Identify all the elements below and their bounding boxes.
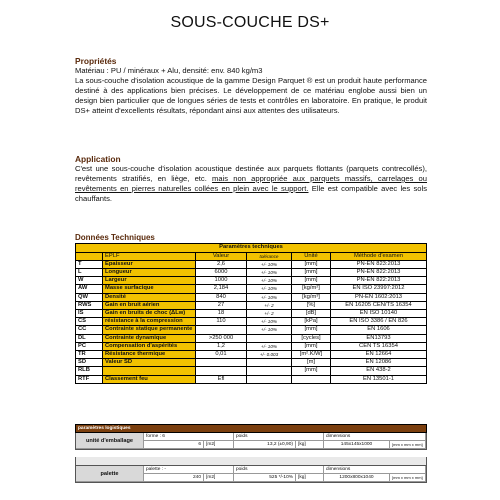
cell-desc: Gain en bruit aérien xyxy=(103,301,196,309)
cell-tol: +/- 10% xyxy=(247,277,292,285)
cell-unit: [cycles] xyxy=(292,334,331,342)
cell-sym: RWS xyxy=(76,301,103,309)
header-desc: EPLF xyxy=(103,252,196,260)
cell-val: >250 000 xyxy=(196,334,247,342)
cell-sym: QW xyxy=(76,293,103,301)
cell-sym: TR xyxy=(76,350,103,358)
unit-dim-label: dimensions xyxy=(324,433,426,441)
table-row xyxy=(76,285,427,293)
cell-sym: CS xyxy=(76,318,103,326)
unit-value-row xyxy=(144,441,426,449)
cell-meth: CEN TS 16354 xyxy=(331,342,427,350)
table-title: Paramètres techniques xyxy=(76,244,427,253)
cell-unit xyxy=(292,375,331,383)
application-text-a: C'est une sous-couche d'isolation acoustique destinée aux parquets flottants (parquets contrecollés), revêtements stratifiés, en liège, etc. xyxy=(75,164,427,183)
cell-unit: [mm] xyxy=(292,277,331,285)
application-heading: Application xyxy=(75,154,121,164)
cell-meth: PN-EN 823:2013 xyxy=(331,260,427,268)
cell-meth: EN 1606 xyxy=(331,326,427,334)
cell-unit: [mm] xyxy=(292,342,331,350)
cell-sym: T xyxy=(76,260,103,268)
cell-sym: IS xyxy=(76,309,103,317)
cell-unit: [mm] xyxy=(292,326,331,334)
cell-tol: +/- 0.003 xyxy=(247,350,292,358)
cell-meth: EN 16205 CEN/TS 16354 xyxy=(331,301,427,309)
unit-poids-val: 13,2 (±0,90) xyxy=(234,441,296,449)
cell-desc xyxy=(103,367,196,375)
cell-meth: EN 13501-1 xyxy=(331,375,427,383)
table-row xyxy=(76,301,427,309)
cell-tol: +/- 10% xyxy=(247,326,292,334)
cell-desc: Densité xyxy=(103,293,196,301)
section-application xyxy=(75,154,427,204)
cell-tol: +/- 2 xyxy=(247,309,292,317)
cell-tol xyxy=(247,375,292,383)
cell-desc: Epaisseur xyxy=(103,260,196,268)
cell-sym: AW xyxy=(76,285,103,293)
cell-tol: +/- 10% xyxy=(247,268,292,276)
logistics-heading: paramètres logistiques xyxy=(75,424,427,433)
cell-tol xyxy=(247,359,292,367)
cell-desc: résistance à la compression xyxy=(103,318,196,326)
table-row xyxy=(76,326,427,334)
table-row xyxy=(76,367,427,375)
pal-poids-val: 525 */-10% xyxy=(234,474,296,482)
cell-desc: Classement feu xyxy=(103,375,196,383)
logistics-pallet-rows xyxy=(75,465,427,483)
unit-label-row xyxy=(76,433,426,444)
pal-dim-label: dimensions xyxy=(324,466,426,474)
cell-tol xyxy=(247,334,292,342)
logistics-unit-rows xyxy=(75,433,427,450)
table-row xyxy=(76,293,427,301)
cell-unit: [kg/m²] xyxy=(292,285,331,293)
cell-desc: Largeur xyxy=(103,277,196,285)
table-title-row xyxy=(76,244,427,253)
cell-sym: SD xyxy=(76,359,103,367)
cell-unit: [kg/m³] xyxy=(292,293,331,301)
unit-poids-label: poids xyxy=(234,433,324,441)
cell-tol: +/- 10% xyxy=(247,260,292,268)
cell-val: 2,6 xyxy=(196,260,247,268)
cell-meth: EN ISO 3386 / EN 826 xyxy=(331,318,427,326)
donnees-heading: Données Techniques xyxy=(75,233,155,242)
cell-unit: [mm] xyxy=(292,260,331,268)
cell-tol xyxy=(247,367,292,375)
cell-val xyxy=(196,359,247,367)
table-row xyxy=(76,268,427,276)
application-text-underlined: mais non appropriée aux parquets massifs, carrelages ou revêtements en pierres naturelles collées en plein avec le support. xyxy=(75,174,428,193)
cell-desc: Compensation d'aspérités xyxy=(103,342,196,350)
table-header-row xyxy=(76,252,427,260)
cell-unit: [mm] xyxy=(292,367,331,375)
cell-unit: [mm] xyxy=(292,268,331,276)
table-row xyxy=(76,309,427,317)
logistics-separator xyxy=(75,457,427,465)
cell-unit: [%] xyxy=(292,301,331,309)
header-sym xyxy=(76,252,103,260)
cell-unit: [m².K/W] xyxy=(292,350,331,358)
cell-meth: PN-EN 822:2013 xyxy=(331,268,427,276)
cell-sym: L xyxy=(76,268,103,276)
table-row xyxy=(76,375,427,383)
cell-desc: Contrainte statique permanente xyxy=(103,326,196,334)
table-row xyxy=(76,334,427,342)
cell-meth: EN13793 xyxy=(331,334,427,342)
cell-meth: EN ISO 10140 xyxy=(331,309,427,317)
cell-sym: CC xyxy=(76,326,103,334)
cell-tol: +/- 10% xyxy=(247,342,292,350)
pal-forme-unit: [m2] xyxy=(204,474,234,482)
pal-dim-val: 1200x800x1040 xyxy=(324,474,390,482)
cell-val: 1000 xyxy=(196,277,247,285)
header-meth: Méthode d'examen xyxy=(331,252,427,260)
pal-poids-unit: [kg] xyxy=(296,474,324,482)
cell-unit: [m] xyxy=(292,359,331,367)
cell-val xyxy=(196,326,247,334)
pal-poids-label: poids xyxy=(234,466,324,474)
unit-dim-val: 145x145x1000 xyxy=(324,441,390,449)
cell-sym: RLB xyxy=(76,367,103,375)
table-row xyxy=(76,318,427,326)
cell-desc: Gain en bruits de choc (ΔLw) xyxy=(103,309,196,317)
table-row xyxy=(76,260,427,268)
proprietes-heading: Propriétés xyxy=(75,56,117,66)
pal-forme-label: palette : - xyxy=(144,466,234,474)
unit-forme-unit: [m2] xyxy=(204,441,234,449)
cell-val: 18 xyxy=(196,309,247,317)
cell-sym: PC xyxy=(76,342,103,350)
cell-sym: DL xyxy=(76,334,103,342)
cell-val xyxy=(196,367,247,375)
pal-value-row xyxy=(144,474,426,482)
application-text-b: Elle est compatible avec les sols chauffants. xyxy=(75,184,428,203)
cell-val: 2,184 xyxy=(196,285,247,293)
pal-dim-unit: [mm x mm x mm] xyxy=(390,474,426,482)
cell-val: 840 xyxy=(196,293,247,301)
unit-label: unité d'emballage xyxy=(76,433,144,449)
cell-unit: [kPa] xyxy=(292,318,331,326)
cell-val: 110 xyxy=(196,318,247,326)
table-row xyxy=(76,359,427,367)
proprietes-text: La sous-couche d'isolation acoustique de la gamme Design Parquet ® est un produit haute performance destiné à des applications bien précises. Le développement de ce matériau englobe aussi bien un design bien particulier que de longues séries de tests et contrôles en laboratoire. En pratique, le produit DS+ atteint d'excellents résultats, répondant ainsi aux attentes des utilisateurs. xyxy=(75,76,427,115)
logistics-unit-block xyxy=(75,424,427,450)
pal-forme-val: 240 xyxy=(144,474,204,482)
cell-sym: RTF xyxy=(76,375,103,383)
header-tol: tolérance xyxy=(247,252,292,260)
pal-label: palette xyxy=(76,466,144,482)
header-unit: Unité xyxy=(292,252,331,260)
cell-desc: Valeur SD xyxy=(103,359,196,367)
technical-table xyxy=(75,243,427,384)
cell-unit: [dB] xyxy=(292,309,331,317)
unit-forme-val: 6 xyxy=(144,441,204,449)
unit-dim-unit: [mm x mm x mm] xyxy=(390,441,426,449)
cell-desc: Résistance thermique xyxy=(103,350,196,358)
application-text xyxy=(75,164,427,204)
cell-val: 6000 xyxy=(196,268,247,276)
cell-tol: +/- 10% xyxy=(247,293,292,301)
pal-label-row xyxy=(76,466,426,477)
cell-meth: PN-EN 1602:2013 xyxy=(331,293,427,301)
cell-meth: PN-EN 822:2013 xyxy=(331,277,427,285)
cell-val: 1,2 xyxy=(196,342,247,350)
cell-sym: W xyxy=(76,277,103,285)
unit-forme-label: forme : 6 xyxy=(144,433,234,441)
cell-meth: EN 12086 xyxy=(331,359,427,367)
cell-meth: EN 12664 xyxy=(331,350,427,358)
logistics-pallet-block xyxy=(75,457,427,483)
cell-tol: +/- 10% xyxy=(247,318,292,326)
section-proprietes xyxy=(75,56,427,116)
table-row xyxy=(76,277,427,285)
cell-val: Efl xyxy=(196,375,247,383)
cell-val: 27 xyxy=(196,301,247,309)
table-row xyxy=(76,342,427,350)
cell-val: 0,01 xyxy=(196,350,247,358)
cell-desc: Masse surfacique xyxy=(103,285,196,293)
cell-desc: Longueur xyxy=(103,268,196,276)
unit-poids-unit: [kg] xyxy=(296,441,324,449)
page-title: SOUS-COUCHE DS+ xyxy=(170,14,330,31)
table-row xyxy=(76,350,427,358)
header-val: Valeur xyxy=(196,252,247,260)
cell-tol: +/- 2 xyxy=(247,301,292,309)
cell-meth: EN ISO 23997:2012 xyxy=(331,285,427,293)
cell-desc: Contrainte dynamique xyxy=(103,334,196,342)
material-line: Matériau : PU / minéraux + Alu, densité: env. 840 kg/m3 xyxy=(75,66,263,75)
cell-meth: EN 438-2 xyxy=(331,367,427,375)
cell-tol: +/- 10% xyxy=(247,285,292,293)
